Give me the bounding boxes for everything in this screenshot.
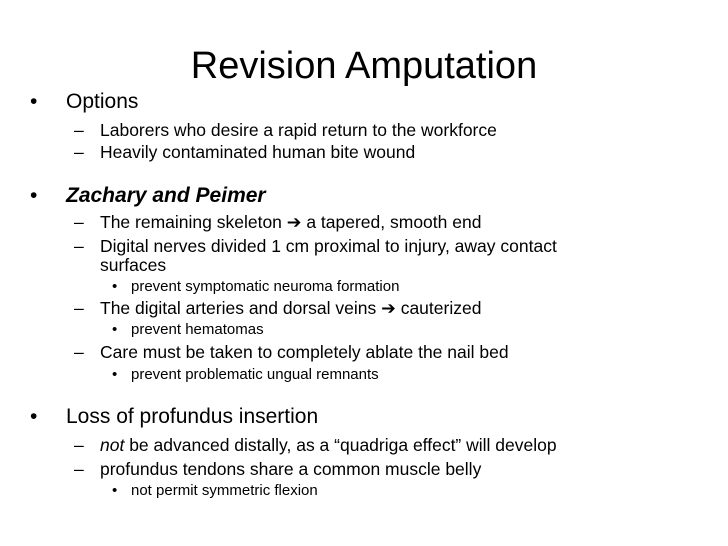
- dash-marker: –: [74, 342, 84, 362]
- sub-bullet-text: not be advanced distally, as a “quadriga effect” will develop: [100, 435, 557, 455]
- dash-marker: –: [74, 236, 84, 256]
- sub-bullet-text: profundus tendons share a common muscle belly: [100, 459, 482, 479]
- arrow-icon: ➔: [381, 299, 396, 319]
- bullet-text: Zachary and Peimer: [66, 184, 266, 207]
- sub-sub-bullet-text: not permit symmetric flexion: [131, 482, 318, 499]
- bullet-marker: •: [30, 90, 38, 113]
- bullet-marker: •: [112, 278, 118, 295]
- sub-sub-bullet-text: prevent problematic ungual remnants: [131, 366, 379, 383]
- sub-bullet-text-continued: surfaces: [100, 255, 167, 275]
- sub-bullet-text: The digital arteries and dorsal veins ➔ cauterized: [100, 298, 482, 319]
- bullet-marker: •: [30, 184, 38, 207]
- bullet-marker: •: [112, 321, 118, 338]
- sub-bullet-text: Laborers who desire a rapid return to the workforce: [100, 120, 497, 140]
- dash-marker: –: [74, 212, 84, 232]
- slide-title: Revision Amputation: [190, 45, 538, 87]
- sub-sub-bullet-text: prevent symptomatic neuroma formation: [131, 278, 400, 295]
- dash-marker: –: [74, 459, 84, 479]
- bullet-marker: •: [112, 482, 118, 499]
- sub-bullet-text: Digital nerves divided 1 cm proximal to injury, away contact: [100, 236, 557, 256]
- dash-marker: –: [74, 142, 84, 162]
- sub-bullet-text: The remaining skeleton ➔ a tapered, smooth end: [100, 212, 482, 233]
- bullet-text: Options: [66, 90, 139, 113]
- dash-marker: –: [74, 435, 84, 455]
- bullet-marker: •: [112, 366, 118, 383]
- bullet-text: Loss of profundus insertion: [66, 405, 319, 428]
- sub-sub-bullet-text: prevent hematomas: [131, 321, 264, 338]
- bullet-marker: •: [30, 405, 38, 428]
- arrow-icon: ➔: [286, 213, 302, 233]
- sub-bullet-text: Care must be taken to completely ablate the nail bed: [100, 342, 509, 362]
- dash-marker: –: [74, 298, 84, 318]
- dash-marker: –: [74, 120, 84, 140]
- sub-bullet-text: Heavily contaminated human bite wound: [100, 142, 416, 162]
